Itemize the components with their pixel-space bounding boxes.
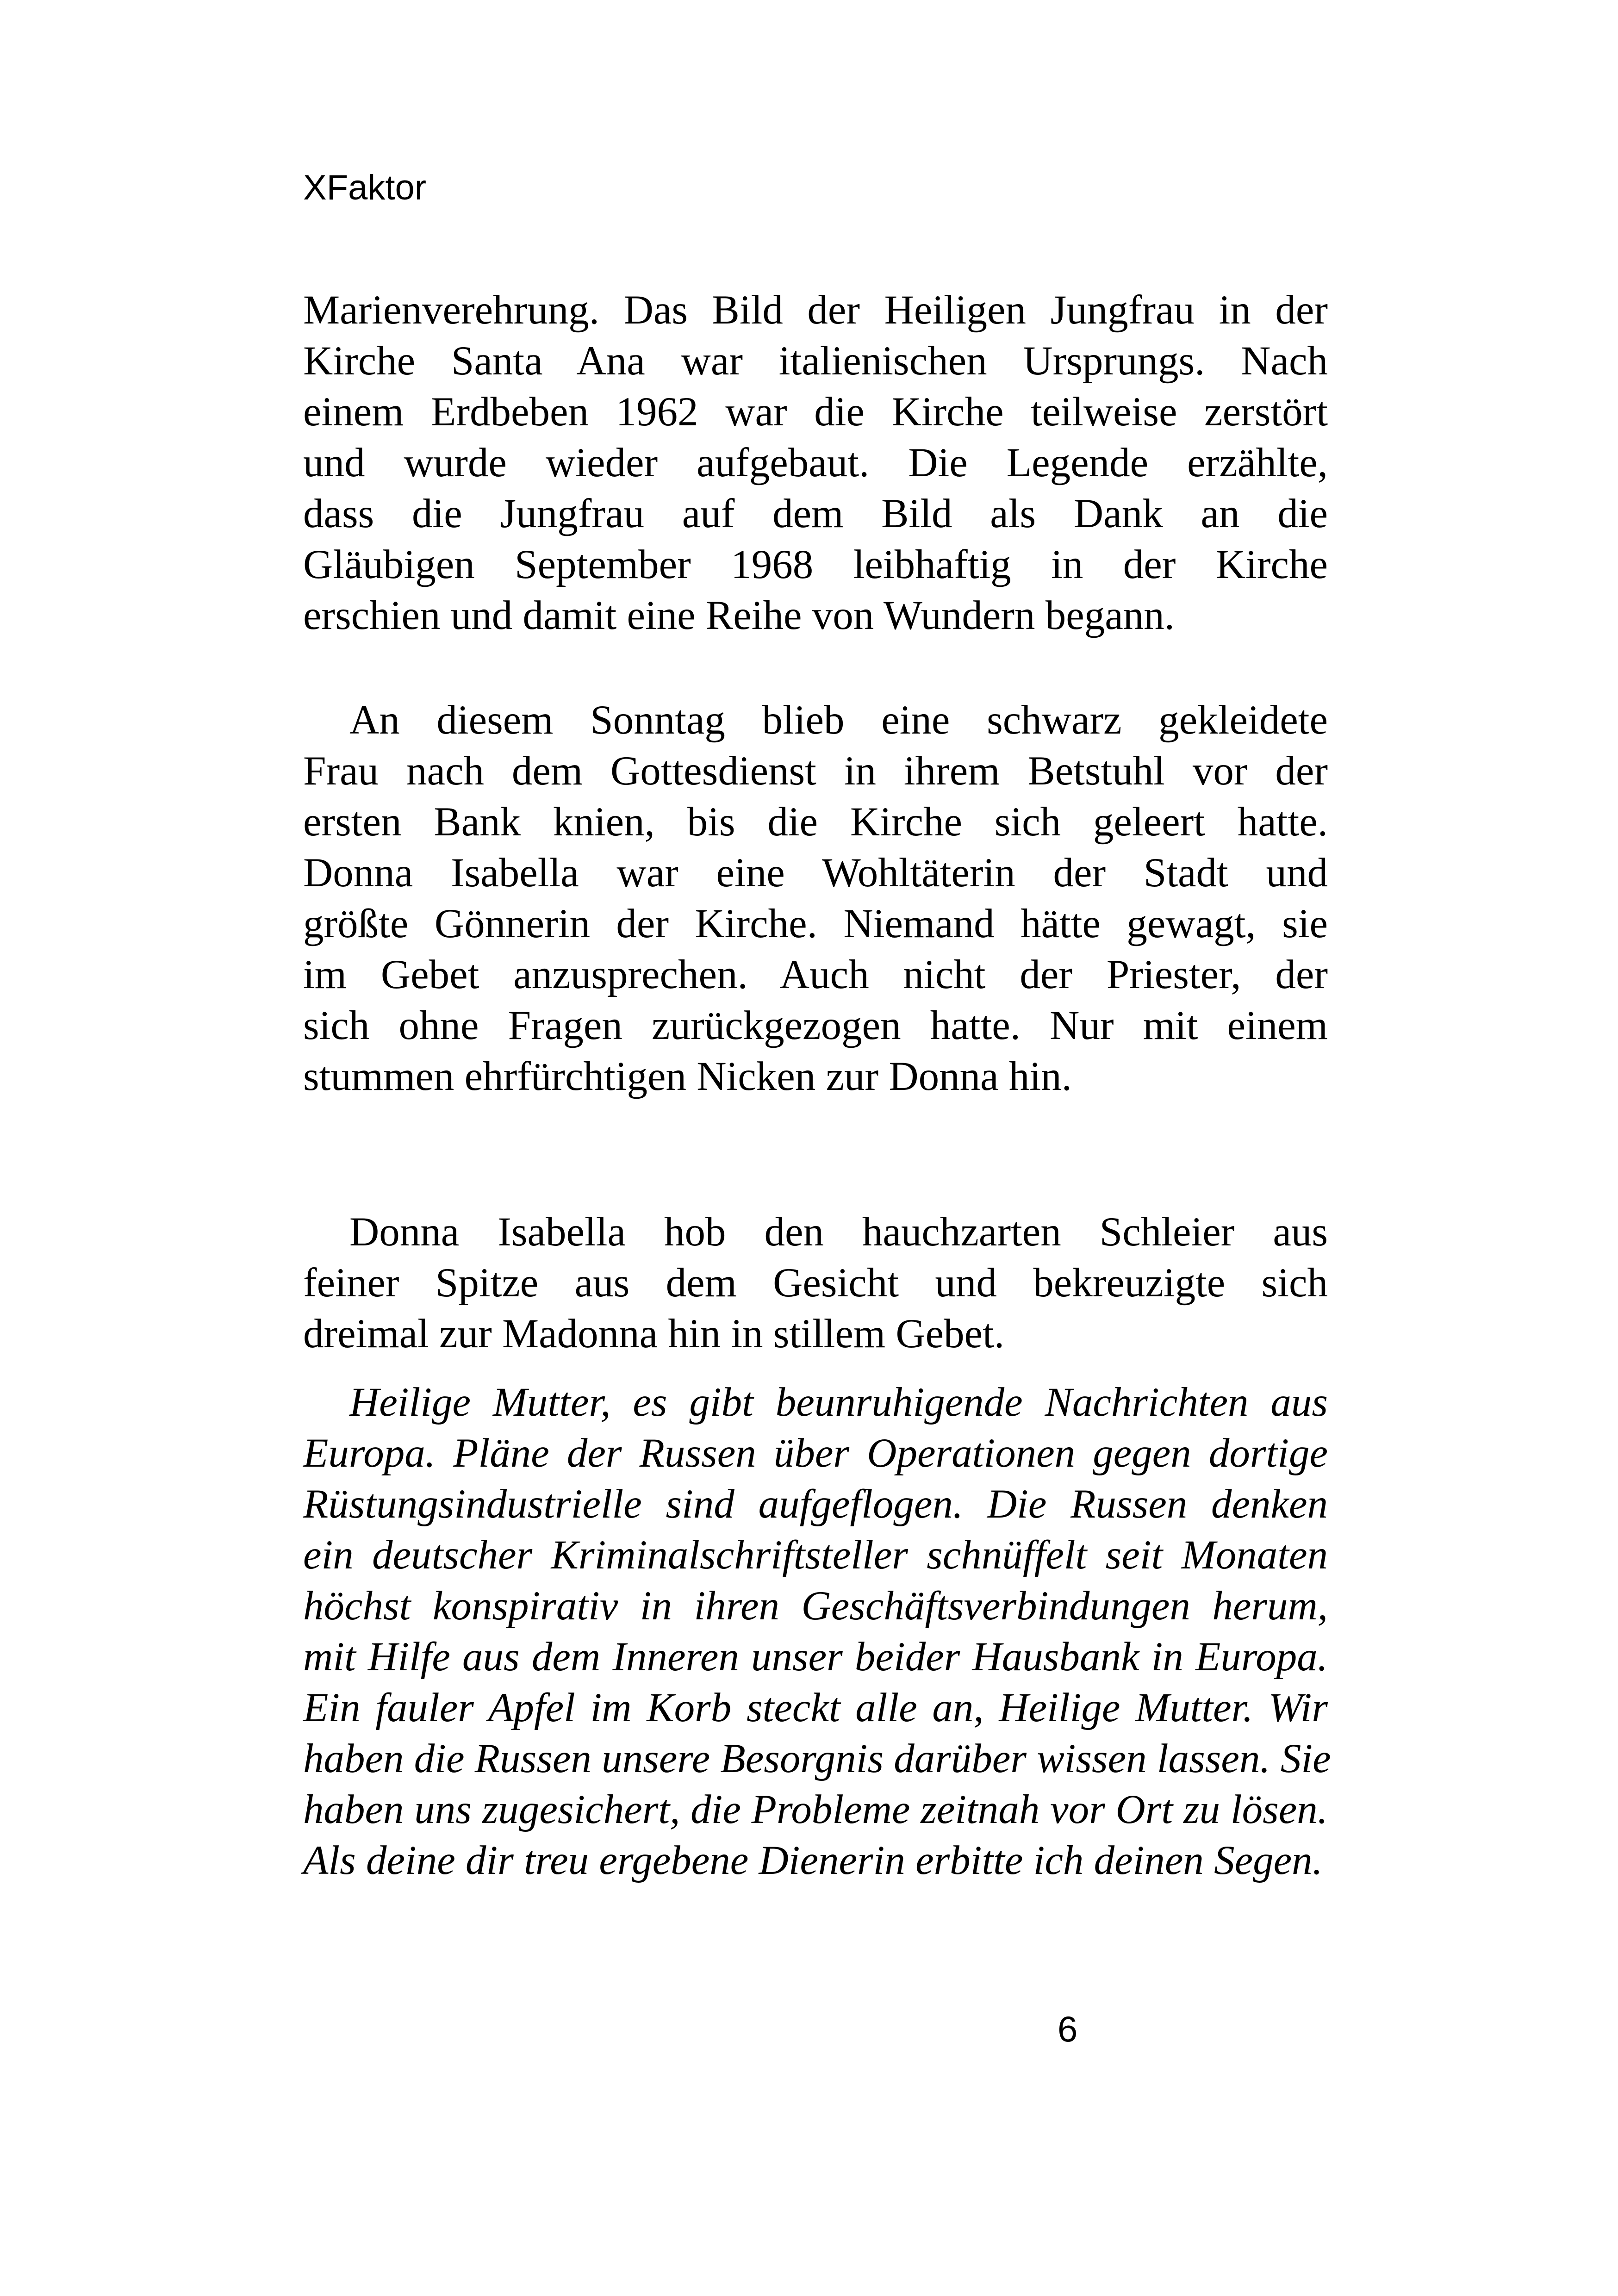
text-line: höchst konspirativ in ihren Geschäftsverbindungen herum,	[303, 1583, 1328, 1629]
running-header: XFaktor	[303, 168, 427, 207]
text-line: haben die Russen unsere Besorgnis darüber wissen lassen. Sie	[303, 1736, 1331, 1781]
text-line: Donna Isabella hob den hauchzarten Schleier aus	[349, 1209, 1328, 1255]
paragraph-schleier	[303, 1207, 1328, 1359]
text-line: Gläubigen September 1968 leibhaftig in der Kirche	[303, 542, 1328, 587]
text-line: Frau nach dem Gottesdienst in ihrem Betstuhl vor der	[303, 748, 1328, 794]
text-line: Heilige Mutter, es gibt beunruhigende Nachrichten aus	[349, 1380, 1328, 1425]
text-line: Europa. Pläne der Russen über Operationen gegen dortige	[303, 1431, 1328, 1476]
text-line: Rüstungsindustrielle sind aufgeflogen. Die Russen denken	[303, 1481, 1328, 1527]
text-line: Kirche Santa Ana war italienischen Ursprungs. Nach	[303, 338, 1328, 384]
text-line: Donna Isabella war eine Wohltäterin der Stadt und	[303, 850, 1328, 896]
text-line: ersten Bank knien, bis die Kirche sich geleert hatte.	[303, 799, 1328, 845]
text-line: erschien und damit eine Reihe von Wundern begann.	[303, 593, 1175, 638]
paragraph-gebet-italic	[303, 1377, 1331, 1886]
text-line: im Gebet anzusprechen. Auch nicht der Priester, der	[303, 952, 1328, 997]
text-line: An diesem Sonntag blieb eine schwarz gekleidete	[349, 697, 1328, 743]
text-line: sich ohne Fragen zurückgezogen hatte. Nur mit einem	[303, 1003, 1328, 1048]
text-line: stummen ehrfürchtigen Nicken zur Donna hin.	[303, 1054, 1072, 1099]
paragraph-sonntag	[303, 695, 1328, 1102]
paragraph-marienverehrung	[303, 285, 1328, 641]
text-line: ein deutscher Kriminalschriftsteller schnüffelt seit Monaten	[303, 1532, 1328, 1578]
text-line: Marienverehrung. Das Bild der Heiligen Jungfrau in der	[303, 287, 1328, 333]
page-number: 6	[1058, 2009, 1078, 2049]
text-line: größte Gönnerin der Kirche. Niemand hätte gewagt, sie	[303, 901, 1328, 946]
text-line: dass die Jungfrau auf dem Bild als Dank an die	[303, 491, 1328, 536]
text-line: haben uns zugesichert, die Probleme zeitnah vor Ort zu lösen.	[303, 1787, 1328, 1832]
text-line: feiner Spitze aus dem Gesicht und bekreuzigte sich	[303, 1260, 1328, 1306]
text-line: einem Erdbeben 1962 war die Kirche teilweise zerstört	[303, 389, 1328, 435]
text-line: dreimal zur Madonna hin in stillem Gebet.	[303, 1311, 1005, 1356]
text-line: mit Hilfe aus dem Inneren unser beider Hausbank in Europa.	[303, 1634, 1328, 1680]
text-line: und wurde wieder aufgebaut. Die Legende erzählte,	[303, 440, 1328, 485]
text-line: Als deine dir treu ergebene Dienerin erbitte ich deinen Segen.	[303, 1838, 1323, 1883]
text-line: Ein fauler Apfel im Korb steckt alle an, Heilige Mutter. Wir	[303, 1685, 1328, 1730]
